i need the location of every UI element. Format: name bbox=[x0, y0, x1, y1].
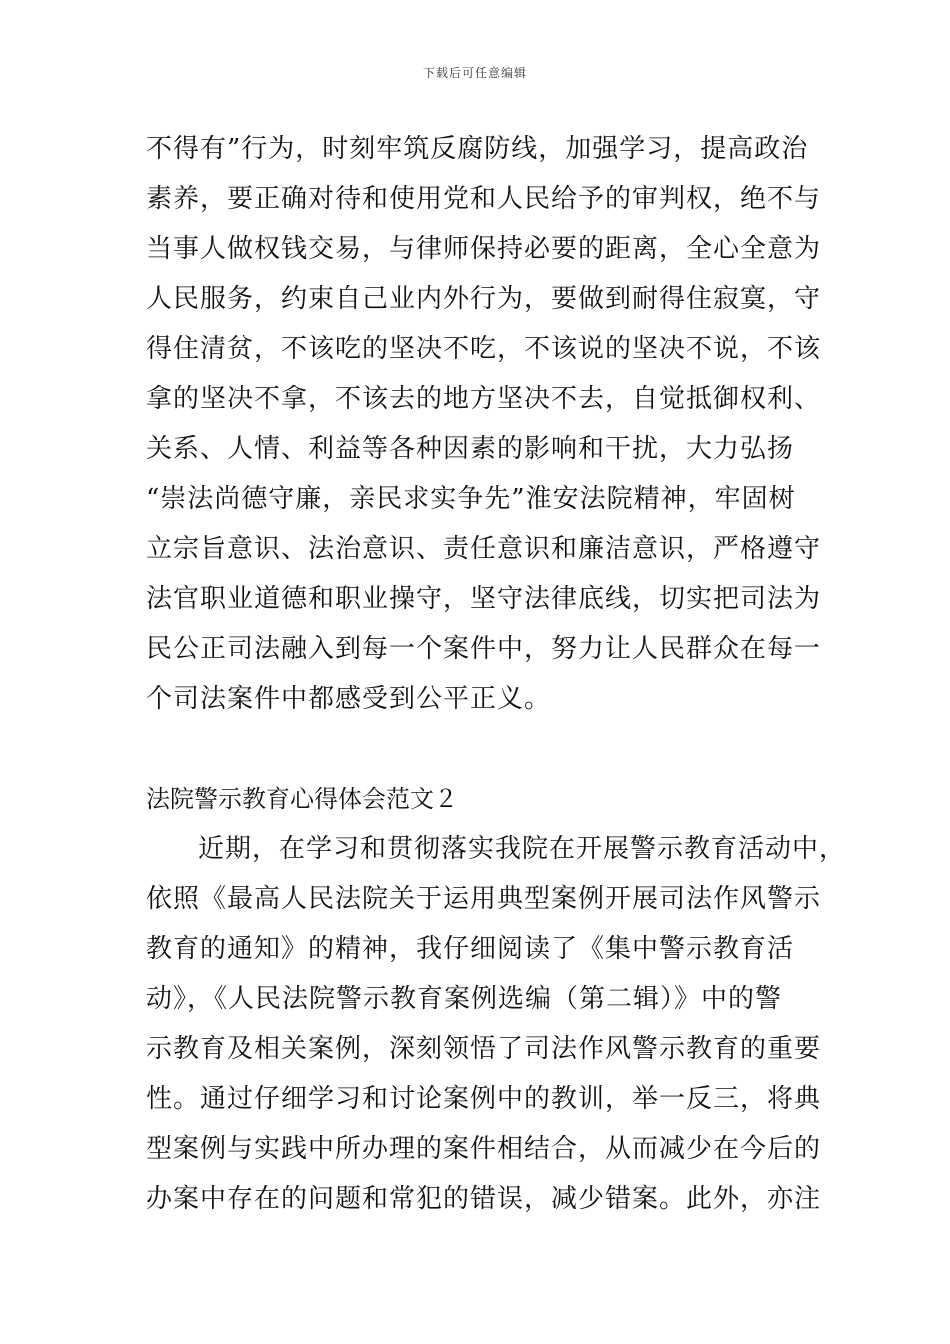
text-line: 办案中存在的问题和常犯的错误，减少错案。此外，亦注 bbox=[146, 1184, 822, 1214]
document-body bbox=[146, 124, 847, 1224]
text-line: 当事人做权钱交易，与律师保持必要的距离，全心全意为 bbox=[146, 234, 822, 264]
text-line: 动》，《人民法院警示教育案例选编（第二辑）》中的警 bbox=[146, 984, 783, 1014]
text-line: 素养，要正确对待和使用党和人民给予的审判权，绝不与 bbox=[146, 184, 822, 214]
text-line: 关系、人情、利益等各种因素的影响和干扰，大力弘扬 bbox=[146, 434, 795, 464]
text-line: “崇法尚德守廉，亲民求实争先”淮安法院精神，牢固树 bbox=[146, 484, 796, 514]
text-line: 个司法案件中都感受到公平正义。 bbox=[146, 684, 552, 714]
page-header: 下载后可任意编辑 bbox=[422, 66, 527, 80]
paragraph-2 bbox=[146, 824, 847, 1224]
text-line: 近期，在学习和贯彻落实我院在开展警示教育活动中， bbox=[198, 834, 847, 864]
text-line: 人民服务，约束自己业内外行为，要做到耐得住寂寞，守 bbox=[146, 284, 822, 314]
text-line: 民公正司法融入到每一个案件中，努力让人民群众在每一 bbox=[146, 634, 822, 664]
text-line: 性。通过仔细学习和讨论案例中的教训，举一反三，将典 bbox=[146, 1084, 822, 1114]
text-line: 立宗旨意识、法治意识、责任意识和廉洁意识，严格遵守 bbox=[146, 534, 822, 564]
paragraph-spacer bbox=[146, 724, 812, 774]
text-line: 得住清贫，不该吃的坚决不吃，不该说的坚决不说，不该 bbox=[146, 334, 822, 364]
text-line: 型案例与实践中所办理的案件相结合，从而减少在今后的 bbox=[146, 1134, 822, 1164]
text-line: 拿的坚决不拿，不该去的地方坚决不去，自觉抵御权利、 bbox=[146, 384, 822, 414]
text-line: 法官职业道德和职业操守，坚守法律底线，切实把司法为 bbox=[146, 584, 822, 614]
section-title: 法院警示教育心得体会范文２ bbox=[146, 785, 458, 813]
text-line: 教育的通知》的精神，我仔细阅读了《集中警示教育活 bbox=[146, 934, 795, 964]
text-line: 示教育及相关案例，深刻领悟了司法作风警示教育的重要 bbox=[146, 1034, 822, 1064]
text-line: 不得有”行为，时刻牢筑反腐防线，加强学习，提高政治 bbox=[146, 134, 809, 164]
paragraph-1 bbox=[146, 124, 822, 724]
text-line: 依照《最高人民法院关于运用典型案例开展司法作风警示 bbox=[146, 884, 822, 914]
